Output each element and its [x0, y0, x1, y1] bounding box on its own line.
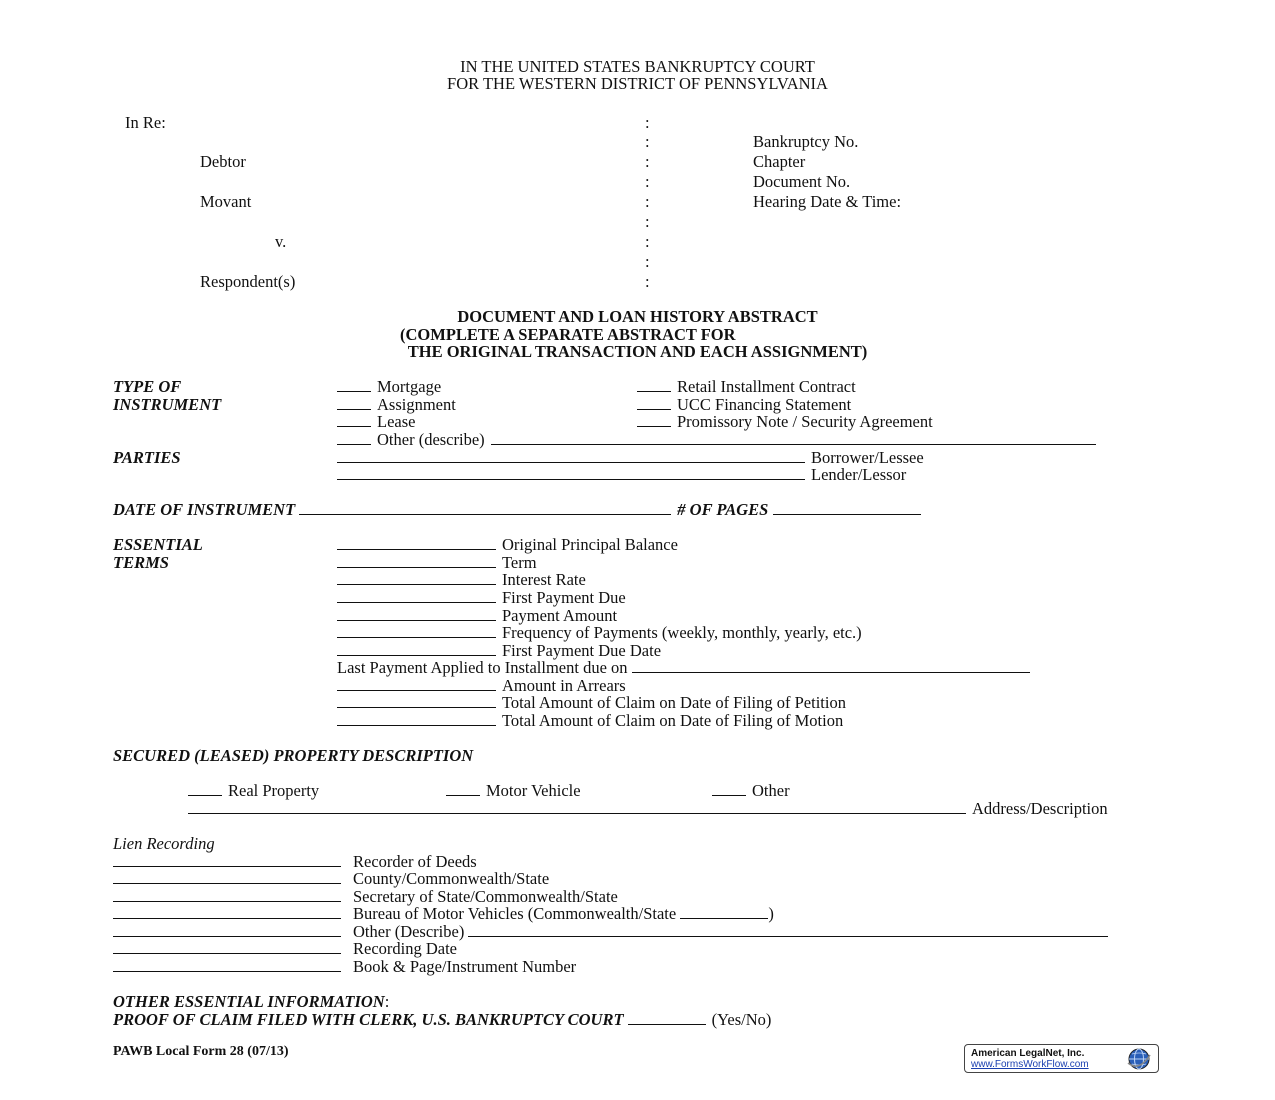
term-label: Term — [502, 553, 537, 572]
recording-date-label: Recording Date — [353, 939, 458, 958]
bureau-row[interactable] — [113, 905, 774, 923]
address-label: Address/Description — [972, 799, 1108, 818]
retail-option[interactable] — [637, 378, 856, 396]
lender-label: Lender/Lessor — [811, 465, 907, 484]
lien-heading: Lien Recording — [113, 834, 215, 853]
check-blank[interactable] — [637, 413, 671, 427]
recording-date-row[interactable] — [113, 940, 457, 958]
abstract-title-line2: (COMPLETE A SEPARATE ABSTRACT FOR — [400, 325, 736, 344]
payment-amount-field[interactable] — [337, 607, 496, 621]
caption-bankruptcy-no: Bankruptcy No. — [753, 132, 859, 151]
principal-label: Original Principal Balance — [502, 535, 678, 554]
legalnet-logo[interactable] — [964, 1044, 1159, 1073]
abstract-title-line3: THE ORIGINAL TRANSACTION AND EACH ASSIGNMENT) — [407, 342, 868, 361]
caption-colon: : — [645, 132, 650, 151]
county-label: County/Commonwealth/State — [353, 869, 550, 888]
date-row[interactable] — [113, 501, 927, 519]
last-payment-row[interactable] — [337, 659, 1036, 677]
lender-field[interactable] — [337, 466, 805, 480]
first-due-date-label: First Payment Due Date — [502, 641, 662, 660]
lease-option[interactable] — [337, 413, 415, 431]
check-blank[interactable] — [337, 378, 371, 392]
logo-url[interactable]: www.FormsWorkFlow.com — [971, 1059, 1089, 1070]
abstract-title-line1: DOCUMENT AND LOAN HISTORY ABSTRACT — [457, 307, 818, 326]
other-instrument-option[interactable] — [337, 431, 1102, 449]
check-blank[interactable] — [188, 782, 222, 796]
claim-petition-label: Total Amount of Claim on Date of Filing of Petition — [502, 693, 846, 712]
logo-name: American LegalNet, Inc. — [971, 1048, 1085, 1059]
other-instrument-label: Other (describe) — [377, 430, 485, 449]
other-info-colon: : — [384, 992, 390, 1011]
other-lien-row[interactable] — [113, 923, 1114, 941]
caption-colon: : — [645, 252, 650, 271]
arrears-label: Amount in Arrears — [502, 676, 626, 695]
secretary-field[interactable] — [113, 888, 341, 902]
yes-no-label: (Yes/No) — [711, 1010, 772, 1029]
caption-versus: v. — [275, 232, 287, 251]
first-due-row[interactable] — [337, 589, 626, 607]
caption-in-re: In Re: — [125, 113, 166, 132]
proof-field[interactable] — [628, 1011, 706, 1025]
claim-motion-label: Total Amount of Claim on Date of Filing of Motion — [502, 711, 844, 730]
pages-field[interactable] — [773, 501, 921, 515]
court-title-line1: IN THE UNITED STATES BANKRUPTCY COURT — [460, 57, 815, 76]
other-lien-field[interactable] — [113, 923, 341, 937]
lease-label: Lease — [377, 412, 416, 431]
caption-colon: : — [645, 113, 650, 132]
caption-colon: : — [645, 152, 650, 171]
first-due-label: First Payment Due — [502, 588, 626, 607]
caption-hearing: Hearing Date & Time: — [753, 192, 902, 211]
interest-field[interactable] — [337, 571, 496, 585]
motor-vehicle-option[interactable] — [446, 782, 581, 800]
instrument-label: TYPE OF — [113, 377, 182, 396]
bureau-state-field[interactable] — [680, 905, 768, 919]
claim-motion-row[interactable] — [337, 712, 843, 730]
first-due-field[interactable] — [337, 589, 496, 603]
county-field[interactable] — [113, 870, 341, 884]
check-blank[interactable] — [446, 782, 480, 796]
caption-colon: : — [645, 232, 650, 251]
retail-label: Retail Installment Contract — [677, 377, 856, 396]
caption-movant: Movant — [200, 192, 252, 211]
frequency-field[interactable] — [337, 624, 496, 638]
caption-chapter: Chapter — [753, 152, 806, 171]
caption-colon: : — [645, 272, 650, 291]
caption-debtor: Debtor — [200, 152, 246, 171]
recorder-label: Recorder of Deeds — [353, 852, 477, 871]
borrower-field[interactable] — [337, 449, 805, 463]
bureau-close-paren: ) — [768, 904, 774, 923]
bureau-label: Bureau of Motor Vehicles (Commonwealth/State — [353, 904, 677, 923]
form-id: PAWB Local Form 28 (07/13) — [113, 1044, 289, 1059]
court-title-line2: FOR THE WESTERN DISTRICT OF PENNSYLVANIA — [447, 74, 828, 93]
check-blank[interactable] — [337, 396, 371, 410]
book-page-row[interactable] — [113, 958, 576, 976]
other-lien-describe-field[interactable] — [468, 923, 1108, 937]
principal-row[interactable] — [337, 536, 678, 554]
claim-petition-field[interactable] — [337, 694, 496, 708]
proof-row[interactable] — [113, 1011, 771, 1029]
pages-label: # OF PAGES — [677, 500, 769, 519]
real-property-option[interactable] — [188, 782, 319, 800]
frequency-row[interactable] — [337, 624, 862, 642]
caption-colon: : — [645, 172, 650, 191]
check-blank[interactable] — [337, 431, 371, 445]
terms-label: ESSENTIAL — [113, 535, 203, 554]
principal-field[interactable] — [337, 536, 496, 550]
arrears-field[interactable] — [337, 677, 496, 691]
secretary-label: Secretary of State/Commonwealth/State — [353, 887, 618, 906]
property-heading: SECURED (LEASED) PROPERTY DESCRIPTION — [113, 746, 474, 765]
interest-row[interactable] — [337, 571, 586, 589]
claim-motion-field[interactable] — [337, 712, 496, 726]
borrower-label: Borrower/Lessee — [811, 448, 924, 467]
other-info-heading-row — [113, 993, 389, 1011]
real-property-label: Real Property — [228, 781, 320, 800]
term-field[interactable] — [337, 554, 496, 568]
book-page-field[interactable] — [113, 958, 341, 972]
claim-petition-row[interactable] — [337, 694, 846, 712]
other-property-label: Other — [752, 781, 790, 800]
check-blank[interactable] — [637, 396, 671, 410]
county-row[interactable] — [113, 870, 549, 888]
check-blank[interactable] — [337, 413, 371, 427]
mortgage-option[interactable] — [337, 378, 441, 396]
check-blank[interactable] — [712, 782, 746, 796]
other-info-heading: OTHER ESSENTIAL INFORMATION — [113, 992, 385, 1011]
caption-colon: : — [645, 192, 650, 211]
caption-colon: : — [645, 212, 650, 231]
globe-icon — [1126, 1047, 1152, 1071]
assignment-label: Assignment — [377, 395, 456, 414]
date-field[interactable] — [299, 501, 671, 515]
caption-respondents: Respondent(s) — [200, 272, 296, 291]
other-lien-label: Other (Describe) — [353, 922, 465, 941]
last-payment-label: Last Payment Applied to Installment due on — [337, 658, 628, 677]
frequency-label: Frequency of Payments (weekly, monthly, yearly, etc.) — [502, 623, 862, 642]
caption-document-no: Document No. — [753, 172, 851, 191]
bureau-field[interactable] — [113, 905, 341, 919]
book-page-label: Book & Page/Instrument Number — [353, 957, 577, 976]
interest-label: Interest Rate — [502, 570, 586, 589]
promissory-option[interactable] — [637, 413, 933, 431]
recording-date-field[interactable] — [113, 940, 341, 954]
lender-row[interactable] — [337, 466, 906, 484]
other-instrument-field[interactable] — [491, 431, 1096, 445]
address-field[interactable] — [188, 800, 966, 814]
terms-label: TERMS — [113, 553, 169, 572]
last-payment-field[interactable] — [632, 659, 1030, 673]
check-blank[interactable] — [637, 378, 671, 392]
other-property-option[interactable] — [712, 782, 790, 800]
first-due-date-field[interactable] — [337, 642, 496, 656]
promissory-label: Promissory Note / Security Agreement — [677, 412, 933, 431]
proof-label: PROOF OF CLAIM FILED WITH CLERK, U.S. BANKRUPTCY COURT — [113, 1010, 624, 1029]
date-label: DATE OF INSTRUMENT — [113, 500, 296, 519]
address-row[interactable] — [188, 800, 1108, 818]
mortgage-label: Mortgage — [377, 377, 442, 396]
payment-amount-label: Payment Amount — [502, 606, 618, 625]
parties-label: PARTIES — [113, 448, 181, 467]
ucc-label: UCC Financing Statement — [677, 395, 852, 414]
motor-vehicle-label: Motor Vehicle — [486, 781, 581, 800]
recorder-field[interactable] — [113, 853, 341, 867]
instrument-label: INSTRUMENT — [113, 395, 222, 414]
